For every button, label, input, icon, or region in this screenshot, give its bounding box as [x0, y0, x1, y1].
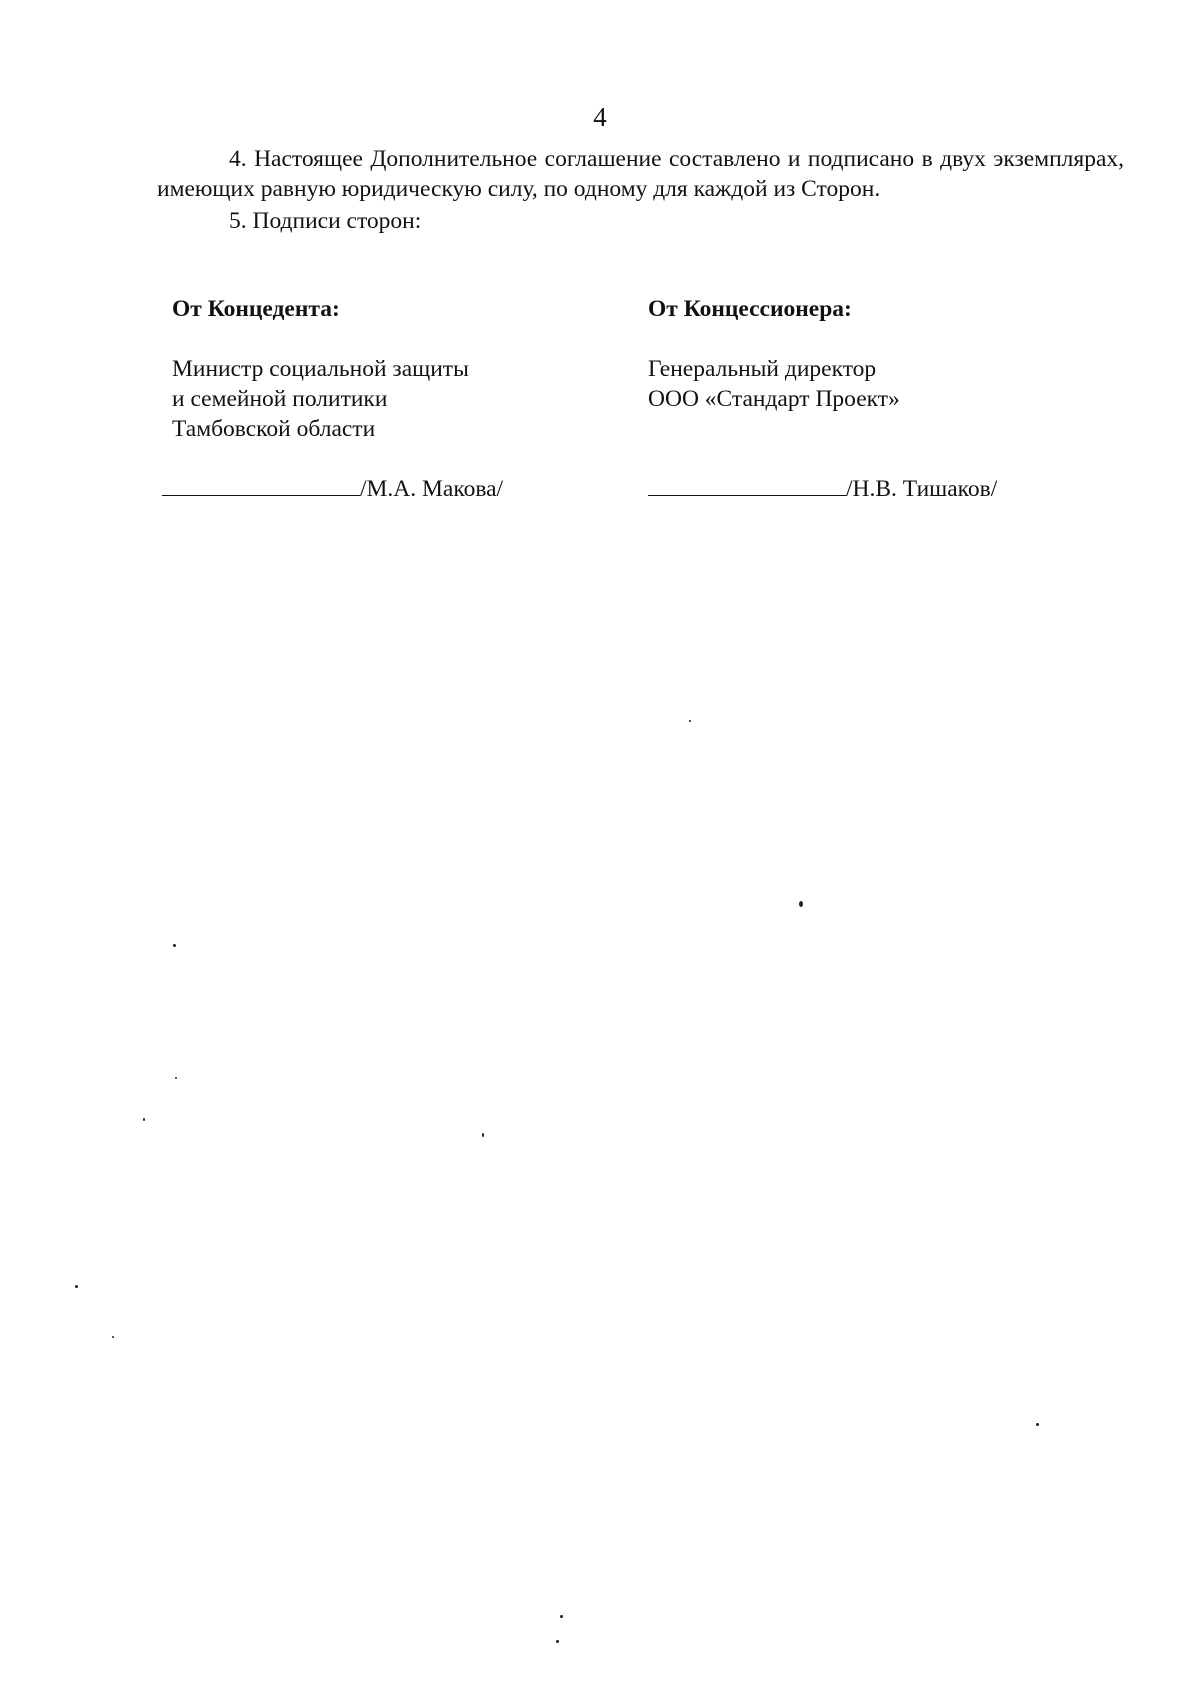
- scan-speck: [175, 1077, 177, 1079]
- concessionaire-signature-row: [648, 474, 997, 504]
- concessionaire-heading: От Концессионера:: [648, 296, 852, 322]
- concedent-signature-row: [162, 474, 503, 504]
- concedent-position-line: и семейной политики: [172, 386, 388, 412]
- concedent-position-line: Тамбовской области: [172, 416, 376, 442]
- page-number: 4: [593, 102, 607, 132]
- scan-speck: [799, 901, 803, 907]
- concedent-position-line: Министр социальной защиты: [172, 356, 469, 382]
- agreement-body: [157, 144, 1124, 236]
- concessionaire-signature-name: /Н.В. Тишаков/: [846, 476, 998, 502]
- concedent-position: [172, 354, 469, 444]
- concessionaire-position-line: Генеральный директор: [648, 356, 877, 382]
- concedent-signature-line: [162, 475, 360, 496]
- scan-speck: [556, 1640, 559, 1643]
- concessionaire-signature-line: [648, 475, 846, 496]
- scan-speck: [173, 944, 176, 947]
- clause-5-paragraph: 5. Подписи сторон:: [229, 208, 422, 234]
- scan-speck: [1036, 1423, 1039, 1426]
- clause-4-paragraph: 4. Настоящее Дополнительное соглашение составлено и подписано в двух экземплярах, имеющих равную юридическую силу, по одному для каждой из Сторон.: [157, 146, 1124, 202]
- scan-speck: [482, 1133, 484, 1137]
- scan-speck: [689, 720, 691, 722]
- scan-speck: [112, 1336, 114, 1338]
- concessionaire-position: [648, 354, 900, 414]
- concessionaire-position-line: ООО «Стандарт Проект»: [648, 386, 900, 412]
- concedent-signature-name: /М.А. Макова/: [360, 476, 504, 502]
- scan-speck: [143, 1118, 145, 1121]
- concedent-heading: От Концедента:: [172, 296, 340, 322]
- scan-speck: [560, 1615, 563, 1618]
- scan-speck: [75, 1285, 78, 1288]
